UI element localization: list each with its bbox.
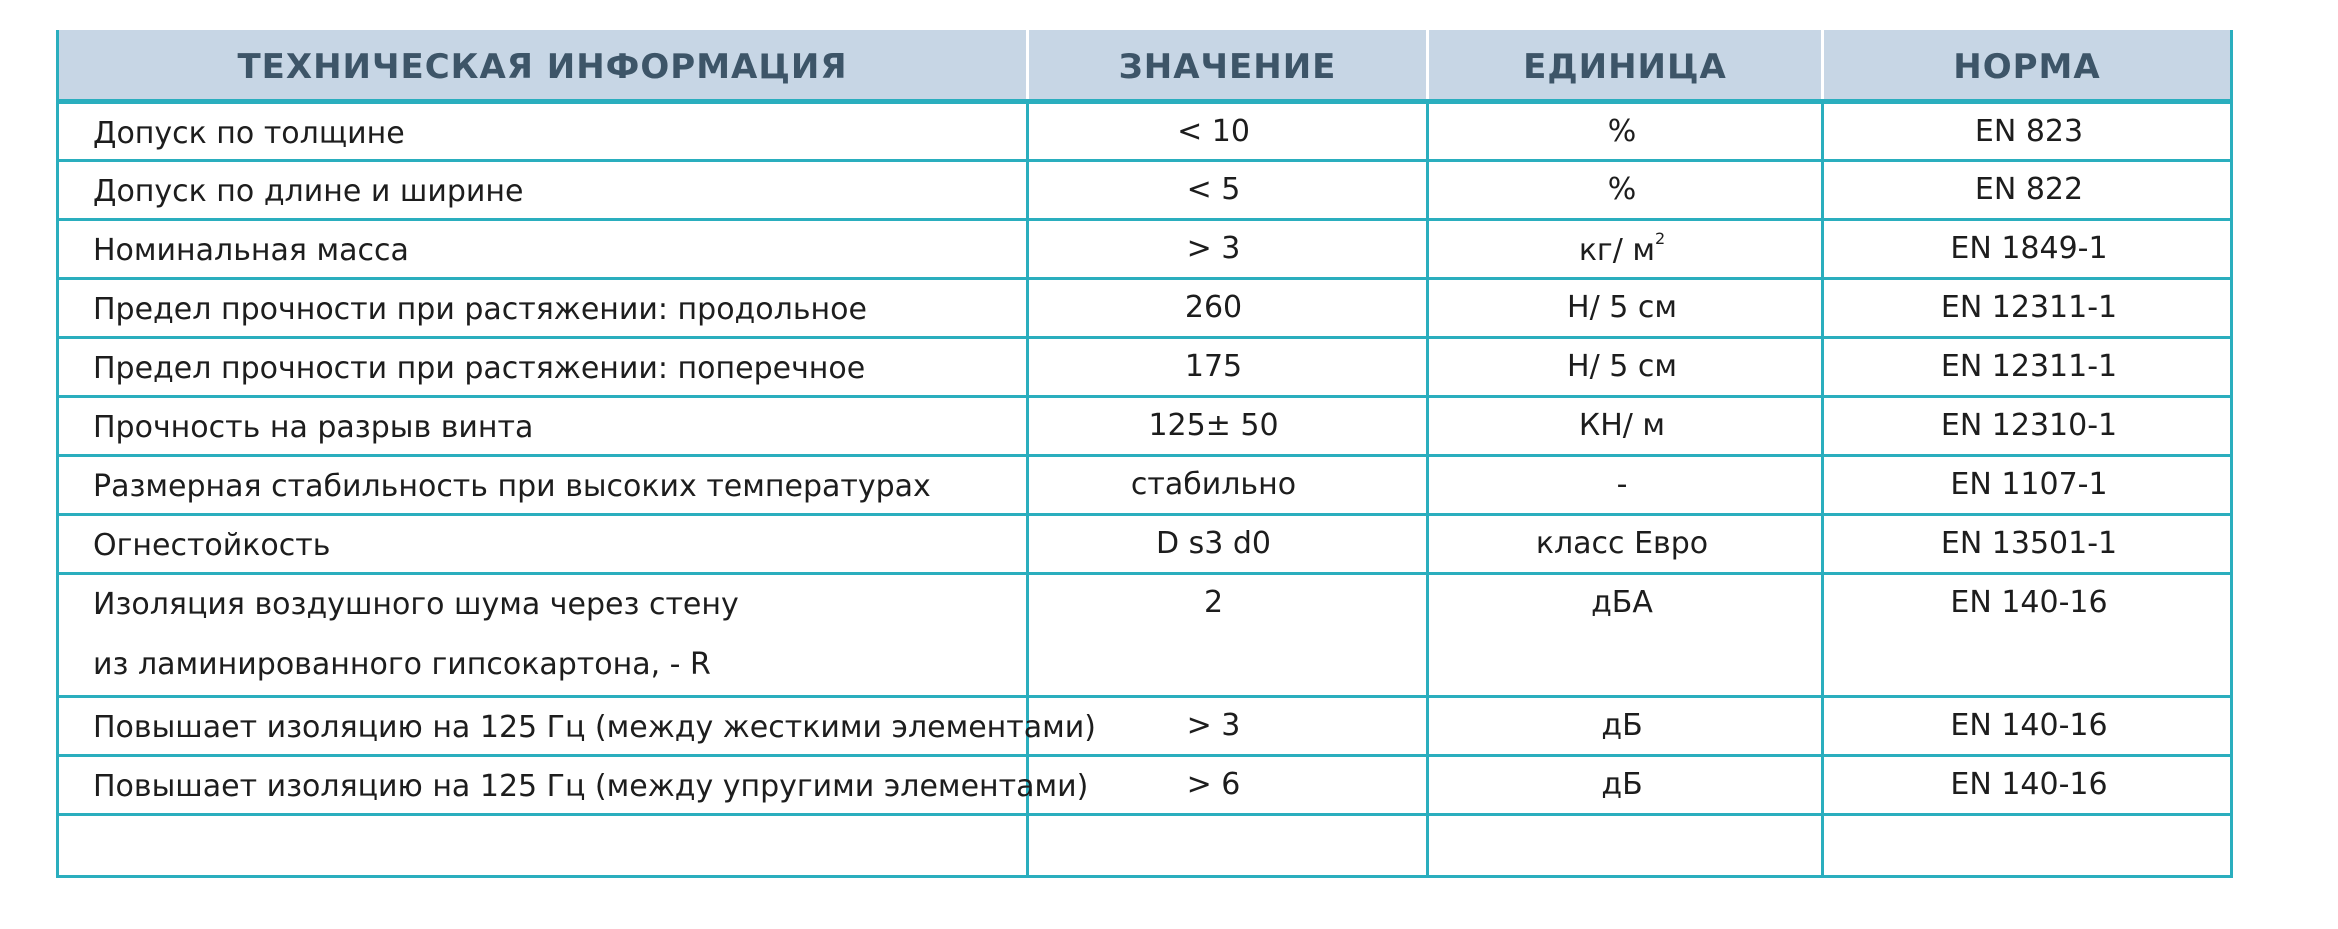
- value-cell: 2: [1028, 573, 1428, 696]
- param-cell: Предел прочности при растяжении: продольное: [58, 278, 1028, 337]
- table-row: [58, 396, 2232, 455]
- unit-cell: КН/ м: [1428, 396, 1823, 455]
- table-row: [58, 278, 2232, 337]
- value-cell: > 3: [1028, 696, 1428, 755]
- value-cell: стабильно: [1028, 455, 1428, 514]
- param-cell: Повышает изоляцию на 125 Гц (между упругими элементами): [58, 755, 1028, 814]
- table-header: [58, 30, 2232, 101]
- param-cell: Размерная стабильность при высоких температурах: [58, 455, 1028, 514]
- technical-info-table: [56, 30, 2233, 878]
- unit-text: кг/ м: [1578, 233, 1655, 268]
- unit-cell: дБ: [1428, 696, 1823, 755]
- unit-cell: [1428, 219, 1823, 278]
- value-cell: 125± 50: [1028, 396, 1428, 455]
- param-cell: Прочность на разрыв винта: [58, 396, 1028, 455]
- value-cell: D s3 d0: [1028, 514, 1428, 573]
- value-cell: < 5: [1028, 160, 1428, 219]
- unit-cell: %: [1428, 160, 1823, 219]
- norm-cell: EN 140-16: [1823, 573, 2232, 696]
- norm-cell: EN 823: [1974, 113, 2084, 149]
- value-cell: > 6: [1028, 755, 1428, 814]
- table-row: [58, 160, 2232, 219]
- table-row: [58, 337, 2232, 396]
- param-cell: Огнестойкость: [58, 514, 1028, 573]
- table-row: [58, 755, 2232, 814]
- header-row: [58, 30, 2232, 101]
- table-row: [58, 573, 2232, 696]
- empty-cell: [1823, 814, 2232, 876]
- header-value: ЗНАЧЕНИЕ: [1028, 30, 1428, 101]
- param-cell: Повышает изоляцию на 125 Гц (между жесткими элементами): [58, 696, 1028, 755]
- param-line-1: Изоляция воздушного шума через стену: [93, 586, 739, 622]
- table-row: [58, 101, 2232, 160]
- value-cell: 260: [1028, 278, 1428, 337]
- header-norm: НОРМА: [1823, 30, 2232, 101]
- param-cell: [58, 573, 1028, 696]
- norm-cell: EN 12311-1: [1823, 278, 2232, 337]
- unit-cell: класс Евро: [1428, 514, 1823, 573]
- table-row: [58, 514, 2232, 573]
- param-cell: Допуск по длине и ширине: [58, 160, 1028, 219]
- norm-cell: EN 140-16: [1823, 696, 2232, 755]
- unit-cell: Н/ 5 см: [1428, 337, 1823, 396]
- empty-cell: [1028, 814, 1428, 876]
- norm-cell: EN 1849-1: [1823, 219, 2232, 278]
- unit-cell: -: [1428, 455, 1823, 514]
- unit-cell: дБ: [1428, 755, 1823, 814]
- unit-cell: Н/ 5 см: [1428, 278, 1823, 337]
- value-cell: 175: [1028, 337, 1428, 396]
- empty-cell: [58, 814, 1028, 876]
- table-body: [58, 101, 2232, 876]
- table-row: [58, 696, 2232, 755]
- header-technical-info: ТЕХНИЧЕСКАЯ ИНФОРМАЦИЯ: [58, 30, 1028, 101]
- norm-cell: EN 1107-1: [1823, 455, 2232, 514]
- param-line-2: из ламинированного гипсокартона, - R: [93, 646, 711, 682]
- norm-cell: EN 822: [1823, 160, 2232, 219]
- norm-cell: EN 12311-1: [1823, 337, 2232, 396]
- unit-cell: %: [1428, 101, 1823, 160]
- norm-cell: EN 12310-1: [1823, 396, 2232, 455]
- param-cell: Предел прочности при растяжении: поперечное: [58, 337, 1028, 396]
- param-cell: Допуск по толщине: [58, 101, 1028, 160]
- table-row: [58, 455, 2232, 514]
- empty-row: [58, 814, 2232, 876]
- param-cell: Номинальная масса: [58, 219, 1028, 278]
- table-row: [58, 219, 2232, 278]
- value-cell: < 10: [1028, 101, 1428, 160]
- norm-cell: EN 140-16: [1823, 755, 2232, 814]
- value-cell: > 3: [1028, 219, 1428, 278]
- norm-cell: EN 13501-1: [1823, 514, 2232, 573]
- header-unit: ЕДИНИЦА: [1428, 30, 1823, 101]
- empty-cell: [1428, 814, 1823, 876]
- unit-superscript: 2: [1654, 229, 1666, 248]
- unit-cell: дБА: [1428, 573, 1823, 696]
